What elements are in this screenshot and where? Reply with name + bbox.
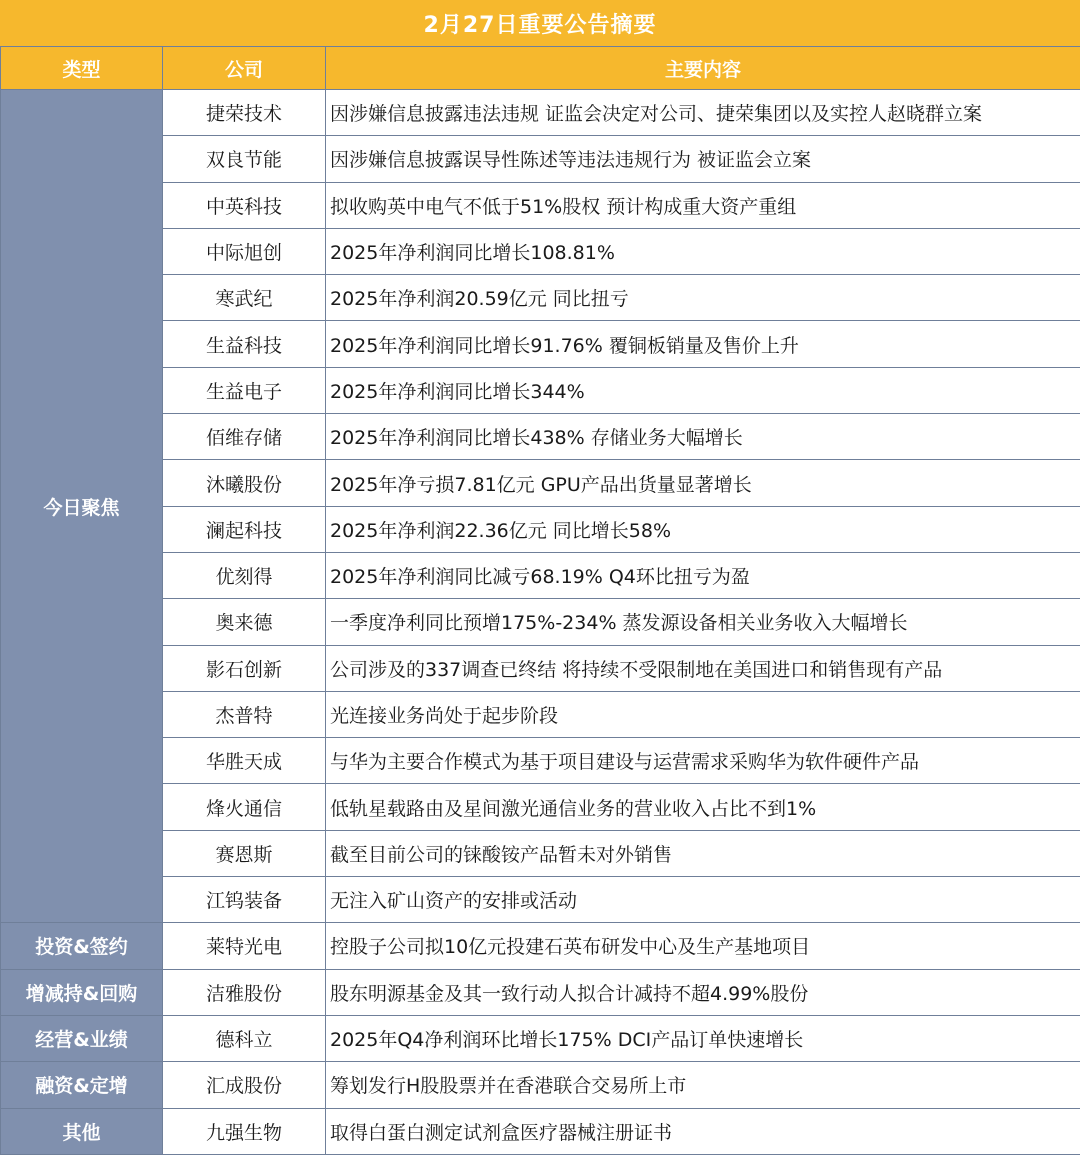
- table-row: [1, 877, 1080, 923]
- content-cell: 2025年净利润同比增长344%: [326, 367, 1080, 413]
- table-row: [1, 182, 1080, 228]
- content-cell: 光连接业务尚处于起步阶段: [326, 691, 1080, 737]
- content-cell: 取得白蛋白测定试剂盒医疗器械注册证书: [326, 1108, 1080, 1154]
- category-cell: 融资&定增: [1, 1062, 163, 1108]
- company-cell: 佰维存储: [163, 414, 326, 460]
- company-cell: 杰普特: [163, 691, 326, 737]
- category-cell: 其他: [1, 1108, 163, 1154]
- content-cell: 2025年净利润20.59亿元 同比扭亏: [326, 275, 1080, 321]
- table-row: [1, 923, 1080, 969]
- company-cell: 江钨装备: [163, 877, 326, 923]
- category-cell: 今日聚焦: [1, 90, 163, 923]
- table-row: [1, 599, 1080, 645]
- company-cell: 汇成股份: [163, 1062, 326, 1108]
- content-cell: 因涉嫌信息披露违法违规 证监会决定对公司、捷荣集团以及实控人赵晓群立案: [326, 90, 1080, 136]
- content-cell: 筹划发行H股股票并在香港联合交易所上市: [326, 1062, 1080, 1108]
- company-cell: 奥来德: [163, 599, 326, 645]
- content-cell: 控股子公司拟10亿元投建石英布研发中心及生产基地项目: [326, 923, 1080, 969]
- content-cell: 与华为主要合作模式为基于项目建设与运营需求采购华为软件硬件产品: [326, 738, 1080, 784]
- company-cell: 沐曦股份: [163, 460, 326, 506]
- page-title: 2月27日重要公告摘要: [0, 0, 1080, 47]
- company-cell: 寒武纪: [163, 275, 326, 321]
- content-cell: 公司涉及的337调查已终结 将持续不受限制地在美国进口和销售现有产品: [326, 645, 1080, 691]
- content-cell: 2025年净利润同比增长108.81%: [326, 228, 1080, 274]
- content-cell: 2025年Q4净利润环比增长175% DCI产品订单快速增长: [326, 1015, 1080, 1061]
- content-cell: 2025年净利润同比增长438% 存储业务大幅增长: [326, 414, 1080, 460]
- content-cell: 拟收购英中电气不低于51%股权 预计构成重大资产重组: [326, 182, 1080, 228]
- announcement-table: [0, 46, 1080, 1155]
- content-cell: 2025年净亏损7.81亿元 GPU产品出货量显著增长: [326, 460, 1080, 506]
- company-cell: 中英科技: [163, 182, 326, 228]
- company-cell: 优刻得: [163, 552, 326, 598]
- content-cell: 2025年净利润同比减亏68.19% Q4环比扭亏为盈: [326, 552, 1080, 598]
- content-cell: 股东明源基金及其一致行动人拟合计减持不超4.99%股份: [326, 969, 1080, 1015]
- content-cell: 2025年净利润同比增长91.76% 覆铜板销量及售价上升: [326, 321, 1080, 367]
- table-row: [1, 691, 1080, 737]
- content-cell: 2025年净利润22.36亿元 同比增长58%: [326, 506, 1080, 552]
- table-row: [1, 552, 1080, 598]
- table-row: [1, 136, 1080, 182]
- table-row: [1, 275, 1080, 321]
- table-row: [1, 90, 1080, 136]
- header-content: 主要内容: [326, 47, 1080, 90]
- table-row: [1, 969, 1080, 1015]
- category-cell: 投资&签约: [1, 923, 163, 969]
- company-cell: 捷荣技术: [163, 90, 326, 136]
- company-cell: 德科立: [163, 1015, 326, 1061]
- company-cell: 生益科技: [163, 321, 326, 367]
- table-row: [1, 506, 1080, 552]
- table-row: [1, 1015, 1080, 1061]
- company-cell: 中际旭创: [163, 228, 326, 274]
- company-cell: 洁雅股份: [163, 969, 326, 1015]
- company-cell: 赛恩斯: [163, 830, 326, 876]
- header-company: 公司: [163, 47, 326, 90]
- company-cell: 澜起科技: [163, 506, 326, 552]
- company-cell: 影石创新: [163, 645, 326, 691]
- table-row: [1, 830, 1080, 876]
- company-cell: 莱特光电: [163, 923, 326, 969]
- content-cell: 截至目前公司的铼酸铵产品暂未对外销售: [326, 830, 1080, 876]
- company-cell: 烽火通信: [163, 784, 326, 830]
- header-type: 类型: [1, 47, 163, 90]
- header-row: [1, 47, 1080, 90]
- content-cell: 因涉嫌信息披露误导性陈述等违法违规行为 被证监会立案: [326, 136, 1080, 182]
- company-cell: 九强生物: [163, 1108, 326, 1154]
- table-row: [1, 414, 1080, 460]
- table-row: [1, 738, 1080, 784]
- table-row: [1, 1108, 1080, 1154]
- table-body: [1, 90, 1080, 1155]
- category-cell: 经营&业绩: [1, 1015, 163, 1061]
- table-row: [1, 321, 1080, 367]
- category-cell: 增减持&回购: [1, 969, 163, 1015]
- table-row: [1, 1062, 1080, 1108]
- table-row: [1, 645, 1080, 691]
- table-row: [1, 460, 1080, 506]
- company-cell: 生益电子: [163, 367, 326, 413]
- content-cell: 低轨星载路由及星间激光通信业务的营业收入占比不到1%: [326, 784, 1080, 830]
- content-cell: 一季度净利同比预增175%-234% 蒸发源设备相关业务收入大幅增长: [326, 599, 1080, 645]
- table-row: [1, 228, 1080, 274]
- table-row: [1, 367, 1080, 413]
- content-cell: 无注入矿山资产的安排或活动: [326, 877, 1080, 923]
- company-cell: 华胜天成: [163, 738, 326, 784]
- table-row: [1, 784, 1080, 830]
- company-cell: 双良节能: [163, 136, 326, 182]
